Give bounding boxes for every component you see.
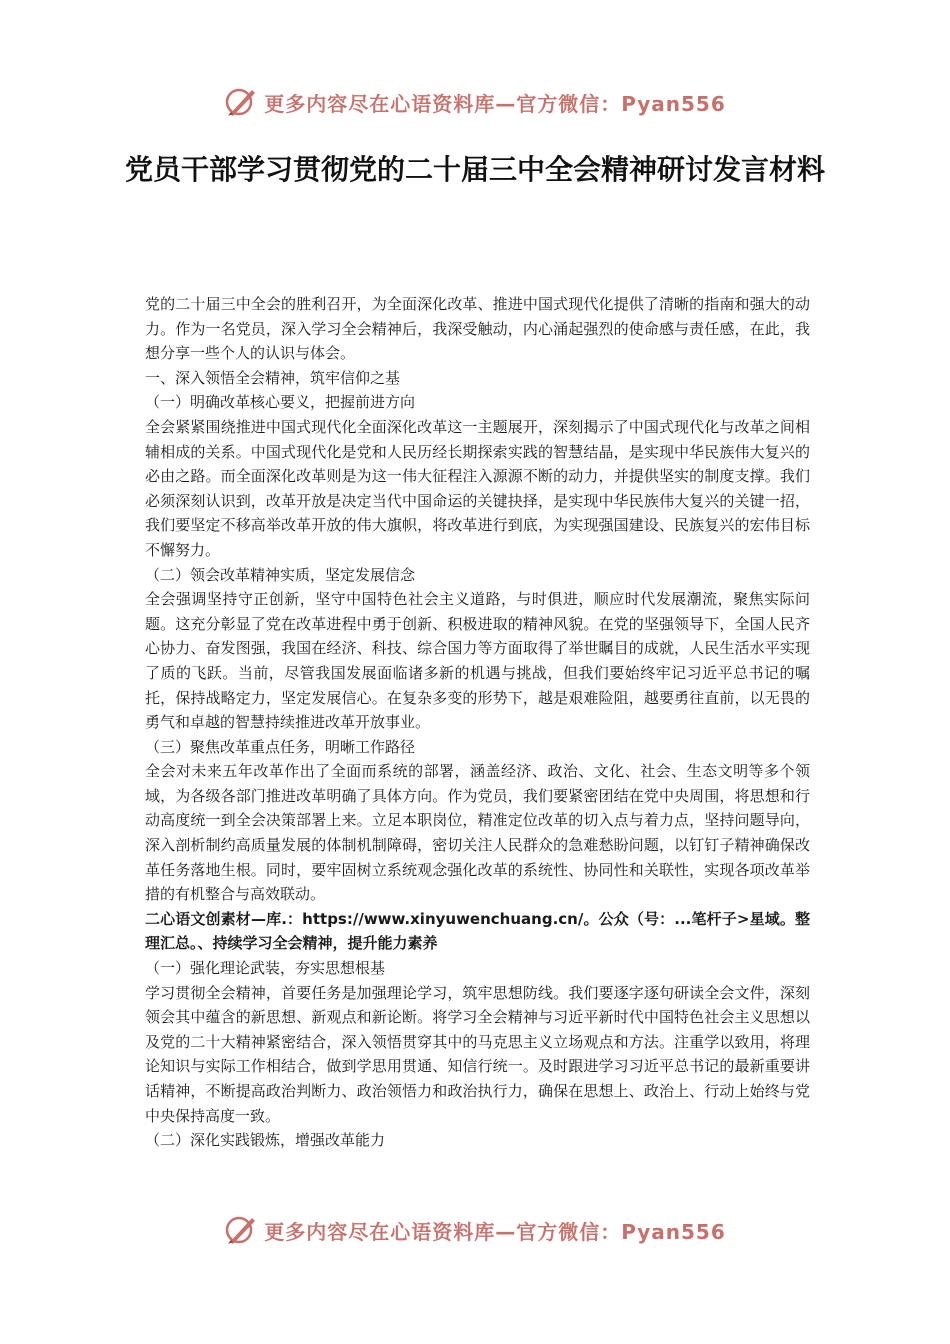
watermark-text: 更多内容尽在心语资料库—官方微信：Pyan556 <box>264 1219 726 1244</box>
paragraph-1-1: 全会紧紧围绕推进中国式现代化全面深化改革这一主题展开，深刻揭示了中国式现代化与改革之间相辅相成的关系。中国式现代化是党和人民历经长期探索实践的智慧结晶，是实现中华民族伟大复兴的必由之路。而全面深化改革则是为这一伟大征程注入源源不断的动力，并提供坚实的制度支撑。我们必须深刻认识到，改革开放是决定当代中国命运的关键抉择，是实现中华民族伟大复兴的关键一招，我们要坚定不移高举改革开放的伟大旗帜，将改革进行到底，为实现强国建设、民族复兴的宏伟目标不懈努力。 <box>145 417 810 559</box>
paragraph-1-3: 全会对未来五年改革作出了全面而系统的部署，涵盖经济、政治、文化、社会、生态文明等多个领域，为各级各部门推进改革明确了具体方向。作为党员，我们要紧密团结在党中央周围，将思想和行动高度统一到全会决策部署上来。立足本职岗位，精准定位改革的切入点与着力点，坚持问题导向，深入剖析制约高质量发展的体制机制障碍，密切关注人民群众的急难愁盼问题，以钉钉子精神确保改革任务落地生根。同时，要牢固树立系统观念强化改革的系统性、协同性和关联性，实现各项改革举措的有机整合与高效联动。 <box>145 762 810 904</box>
document-body <box>145 292 810 1153</box>
bottom-watermark-banner <box>0 1210 950 1250</box>
paragraph-intro: 党的二十届三中全会的胜利召开，为全面深化改革、推进中国式现代化提供了清晰的指南和强大的动力。作为一名党员，深入学习全会精神后，我深受触动，内心涌起强烈的使命感与责任感，在此，我想分享一些个人的认识与体会。 <box>145 295 810 363</box>
subheading-1-3: （三）聚焦改革重点任务，明晰工作路径 <box>145 737 416 756</box>
paragraph-1-2: 全会强调坚持守正创新，坚守中国特色社会主义道路，与时俱进，顺应时代发展潮流，聚焦实际问题。这充分彰显了党在改革进程中勇于创新、积极进取的精神风貌。在党的坚强领导下，全国人民齐心协力、奋发图强，我国在经济、科技、综合国力等方面取得了举世瞩目的成就，人民生活水平实现了质的飞跃。当前，尽管我国发展面临诸多新的机遇与挑战，但我们要始终牢记习近平总书记的嘱托，保持战略定力，坚定发展信心。在复杂多变的形势下，越是艰难险阻，越要勇往直前，以无畏的勇气和卓越的智慧持续推进改革开放事业。 <box>145 590 810 732</box>
watermark-text: 更多内容尽在心语资料库—官方微信：Pyan556 <box>264 91 726 116</box>
pen-logo-icon <box>224 1213 258 1247</box>
subheading-1-1: （一）明确改革核心要义，把握前进方向 <box>145 393 416 412</box>
subheading-2-1: （一）强化理论武装，夯实思想根基 <box>145 959 386 978</box>
document-title: 党员干部学习贯彻党的二十届三中全会精神研讨发言材料 <box>124 153 825 186</box>
pen-logo-icon <box>224 85 258 119</box>
paragraph-2-1: 学习贯彻全会精神，首要任务是加强理论学习，筑牢思想防线。我们要逐字逐句研读全会文件，深刻领会其中蕴含的新思想、新观点和新论断。将学习全会精神与习近平新时代中国特色社会主义思想以及党的二十大精神紧密结合，深入领悟贯穿其中的马克思主义立场观点和方法。注重学以致用，将理论知识与实际工作相结合，做到学思用贯通、知信行统一。及时跟进学习习近平总书记的最新重要讲话精神，不断提高政治判断力、政治领悟力和政治执行力，确保在思想上、政治上、行动上始终与党中央保持高度一致。 <box>145 983 810 1125</box>
heading-section-1: 一、深入领悟全会精神，筑牢信仰之基 <box>145 368 401 387</box>
subheading-2-2: （二）深化实践锻炼，增强改革能力 <box>145 1131 386 1150</box>
top-watermark-banner <box>0 82 950 122</box>
heading-section-2: 二心语文创素材—库.：https://www.xinyuwenchuang.cn/。公众（号：...笔杆子>星域。整理汇总。、持续学习全会精神，提升能力素养 <box>145 909 810 953</box>
subheading-1-2: （二）领会改革精神实质，坚定发展信念 <box>145 565 416 584</box>
